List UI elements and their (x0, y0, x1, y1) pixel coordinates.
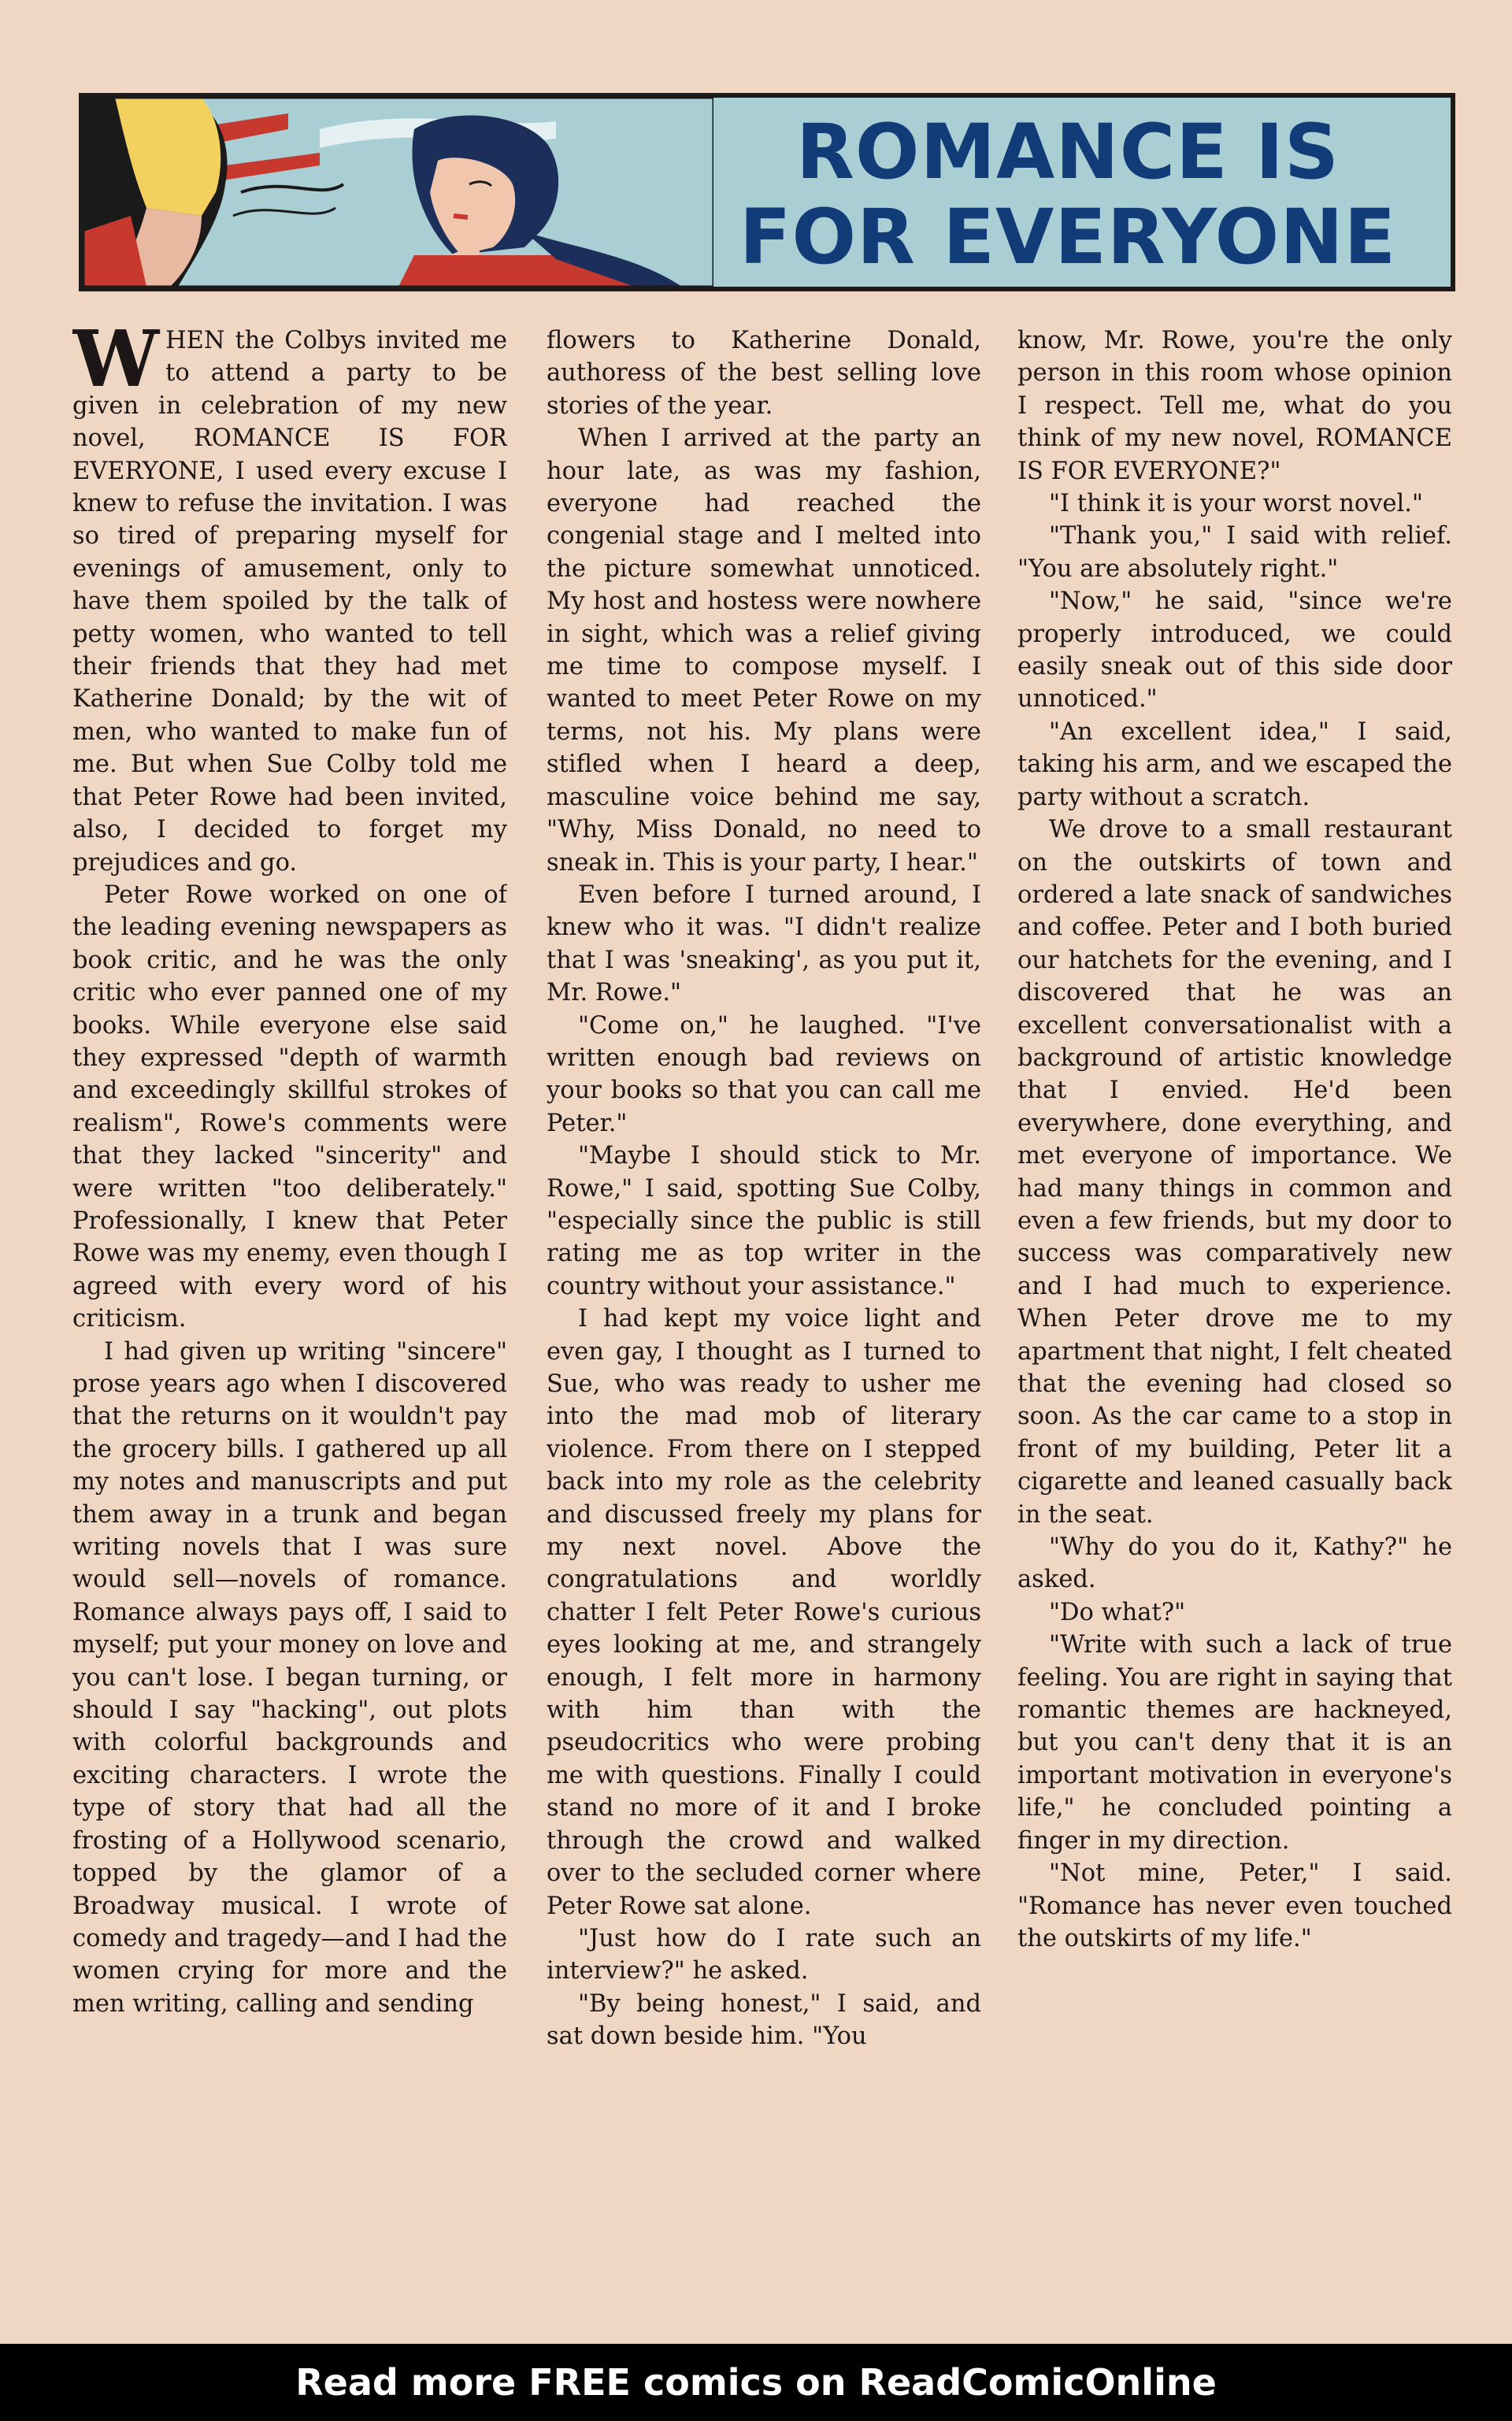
text-column-3 (1017, 324, 1452, 2164)
paragraph: We drove to a small restaurant on the outskirts of town and ordered a late snack of sandwiches and coffee. Peter and I both buried our hatchets for the evening, and I discovered that he was an excellent conversationalist with a background of artistic knowledge that I envied. He'd been everywhere, done everything, and met everyone of importance. We had many things in common and even a few friends, but my door to success was comparatively new and I had much to experience. When Peter drove me to my apartment that night, I felt cheated that the evening had closed so soon. As the car came to a stop in front of my building, Peter lit a cigarette and leaned casually back in the seat. (1017, 816, 1452, 1529)
title-banner (79, 93, 1455, 291)
paragraph: "An excellent idea," I said, taking his arm, and we escaped the party without a scratch. (1017, 717, 1452, 811)
paragraph: I had given up writing "sincere" prose years ago when I discovered that the returns on it wouldn't pay the grocery bills. I gathered up all my notes and manuscripts and put them away in a trunk and began writing novels that I was sure would sell—novels of romance. Romance always pays off, I said to myself; put your money on love and you can't lose. I began turning, or should I say "hacking", out plots with colorful backgrounds and exciting characters. I wrote the type of story that had all the frosting of a Hollywood scenario, topped by the glamor of a Broadway musical. I wrote of comedy and tragedy—and I had the women crying for more and the men writing, calling and sending (72, 1337, 507, 2018)
paragraph: Even before I turned around, I knew who it was. "I didn't realize that I was 'sneaking', as you put it, Mr. Rowe." (547, 881, 981, 1007)
footer-link-banner[interactable] (0, 2344, 1512, 2421)
paragraph: When I arrived at the party an hour late, as was my fashion, everyone had reached the congenial stage and I melted into the picture somewhat unnoticed. My host and hostess were nowhere in sight, which was a relief giving me time to compose myself. I wanted to meet Peter Rowe on my terms, not his. My plans were stifled when I heard a deep, masculine voice behind me say, "Why, Miss Donald, no need to sneak in. This is your party, I hear." (547, 425, 981, 877)
paragraph: "Come on," he laughed. "I've written enough bad reviews on your books so that you can call me Peter." (547, 1011, 981, 1137)
paragraph: "Do what?" (1049, 1598, 1186, 1626)
paragraph: "Now," he said, "since we're properly introduced, we could easily sneak out of this side door unnoticed." (1017, 588, 1452, 714)
couple-illustration (83, 98, 713, 287)
text-column-1 (72, 324, 507, 2164)
paragraph: "Just how do I rate such an interview?" he asked. (547, 1924, 981, 1985)
paragraph: flowers to Katherine Donald, authoress of the best selling love stories of the year. (547, 327, 981, 420)
paragraph: "I think it is your worst novel." (1049, 490, 1423, 518)
title-line-2: FOR EVERYONE (739, 193, 1397, 281)
footer-text[interactable]: Read more FREE comics on ReadComicOnline (295, 2361, 1217, 2404)
paragraph: "By being honest," I said, and sat down beside him. "You (547, 1989, 981, 2051)
paragraph: "Thank you," I said with relief. "You are absolutely right." (1017, 522, 1452, 583)
story-title (690, 104, 1446, 285)
paragraph: "Maybe I should stick to Mr. Rowe," I said, spotting Sue Colby, "especially since the public is still rating me as top writer in the country without your assistance." (547, 1142, 981, 1300)
drop-cap: W (72, 324, 160, 405)
paragraph: "Write with such a lack of true feeling. You are right in saying that romantic themes are hackneyed, but you can't deny that it is an important motivation in everyone's life," he concluded pointing a finger in my direction. (1017, 1631, 1452, 1855)
paragraph: I had kept my voice light and even gay, I thought as I turned to Sue, who was ready to usher me into the mad mob of literary violence. From there on I stepped back into my role as the celebrity and discussed freely my plans for my next novel. Above the congratulations and worldly chatter I felt Peter Rowe's curious eyes looking at me, and strangely enough, I felt more in harmony with him than with the pseudocritics who were probing me with questions. Finally I could stand no more of it and I broke through the crowd and walked over to the secluded corner where Peter Rowe sat alone. (547, 1305, 981, 1920)
paragraph: WHEN the Colbys invited me to attend a party to be given in celebration of my new novel, ROMANCE IS FOR EVERYONE, I used every excuse I knew to refuse the invitation. I was so tired of preparing myself for evenings of amusement, only to have them spoiled by the talk of petty women, who wanted to tell their friends that they had met Katherine Donald; by the wit of men, who wanted to make fun of me. But when Sue Colby told me that Peter Rowe had been invited, also, I decided to forget my prejudices and go. (72, 324, 507, 877)
paragraph: know, Mr. Rowe, you're the only person in this room whose opinion I respect. Tell me, what do you think of my new novel, ROMANCE IS FOR EVERYONE?" (1017, 327, 1452, 485)
paragraph: "Why do you do it, Kathy?" he asked. (1017, 1533, 1452, 1594)
title-line-1: ROMANCE IS (795, 108, 1340, 196)
paragraph: Peter Rowe worked on one of the leading evening newspapers as book critic, and he was the only critic who ever panned one of my books. While everyone else said they expressed "depth of warmth and exceedingly skillful strokes of realism", Rowe's comments were that they lacked "sincerity" and were written "too deliberately." Professionally, I knew that Peter Rowe was my enemy, even though I agreed with every word of his criticism. (72, 881, 507, 1333)
story-text (72, 324, 1458, 2164)
paragraph: "Not mine, Peter," I said. "Romance has never even touched the outskirts of my life." (1017, 1859, 1452, 1952)
text-column-2 (547, 324, 981, 2164)
